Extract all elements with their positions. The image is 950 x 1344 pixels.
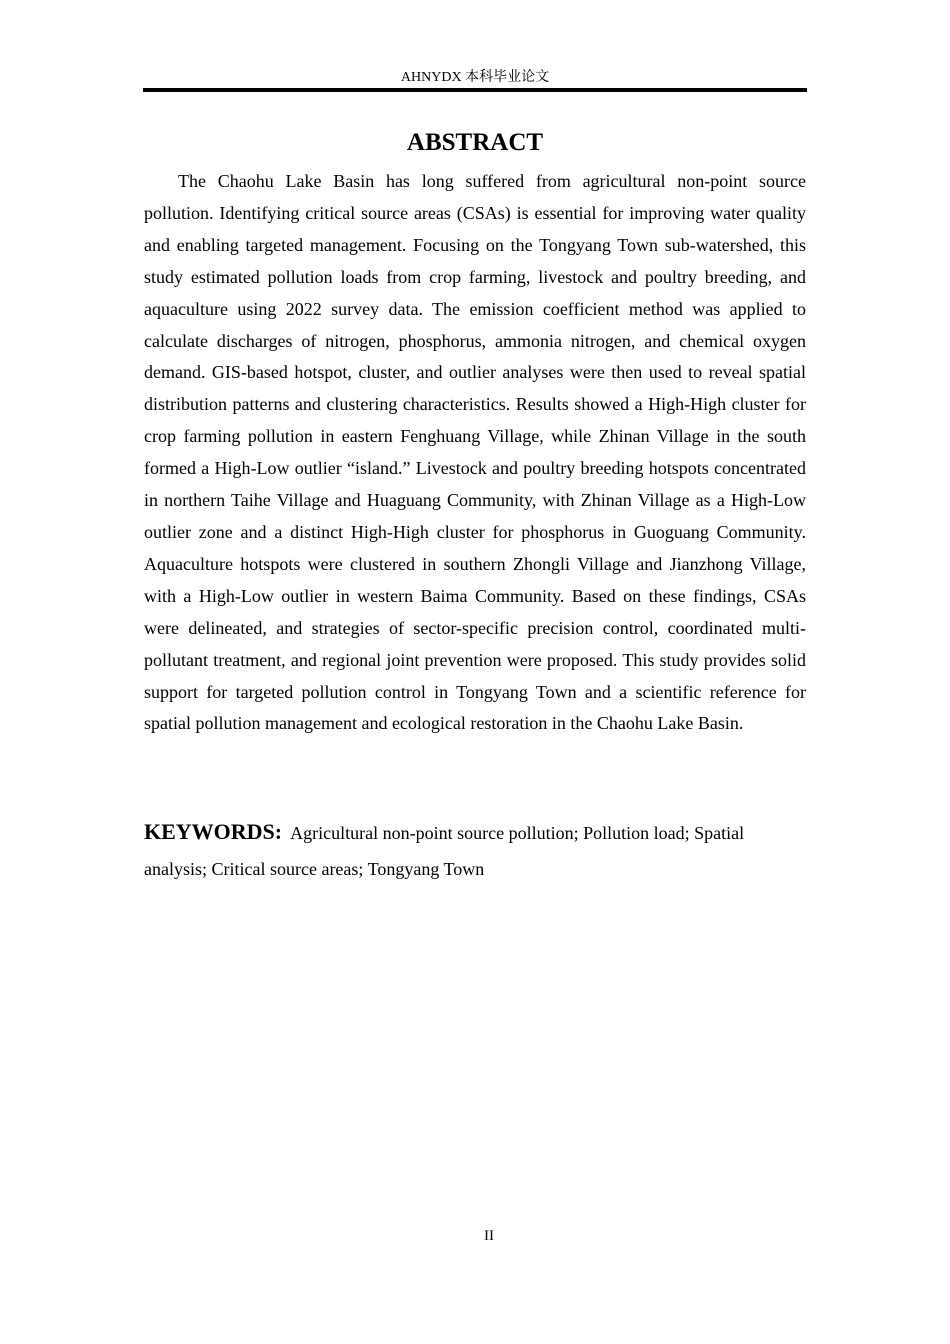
abstract-body: The Chaohu Lake Basin has long suffered from agricultural non-point source pollution. Identifying critical source areas (CSAs) is essential for improving water quality and enabling targeted management. Focusing on the Tongyang Town sub-watershed, this study estimated pollution loads from crop farming, livestock and poultry breeding, and aquaculture using 2022 survey data. The emission coefficient method was applied to calculate discharges of nitrogen, phosphorus, ammonia nitrogen, and chemical oxygen demand. GIS-based hotspot, cluster, and outlier analyses were then used to reveal spatial distribution patterns and clustering characteristics. Results showed a High-High cluster for crop farming pollution in eastern Fenghuang Village, while Zhinan Village in the south formed a High-Low outlier “island.” Livestock and poultry breeding hotspots concentrated in northern Taihe Village and Huaguang Community, with Zhinan Village as a High-Low outlier zone and a distinct High-High cluster for phosphorus in Guoguang Community. Aquaculture hotspots were clustered in southern Zhongli Village and Jianzhong Village, with a High-Low outlier in western Baima Community. Based on these findings, CSAs were delineated, and strategies of sector-specific precision control, coordinated multi-pollutant treatment, and regional joint prevention were proposed. This study provides solid support for targeted pollution control in Tongyang Town and a scientific reference for spatial pollution management and ecological restoration in the Chaohu Lake Basin.	[144, 171, 806, 734]
header-rule	[143, 88, 807, 92]
abstract-title: ABSTRACT	[406, 129, 544, 156]
keywords-section	[144, 814, 806, 887]
running-header: AHNYDX 本科毕业论文	[400, 70, 550, 85]
keywords-text: Agricultural non-point source pollution; Pollution load; Spatial analysis; Critical source areas; Tongyang Town	[144, 823, 745, 879]
page-number: II	[484, 1228, 494, 1244]
keywords-label: KEYWORDS:	[144, 819, 283, 844]
